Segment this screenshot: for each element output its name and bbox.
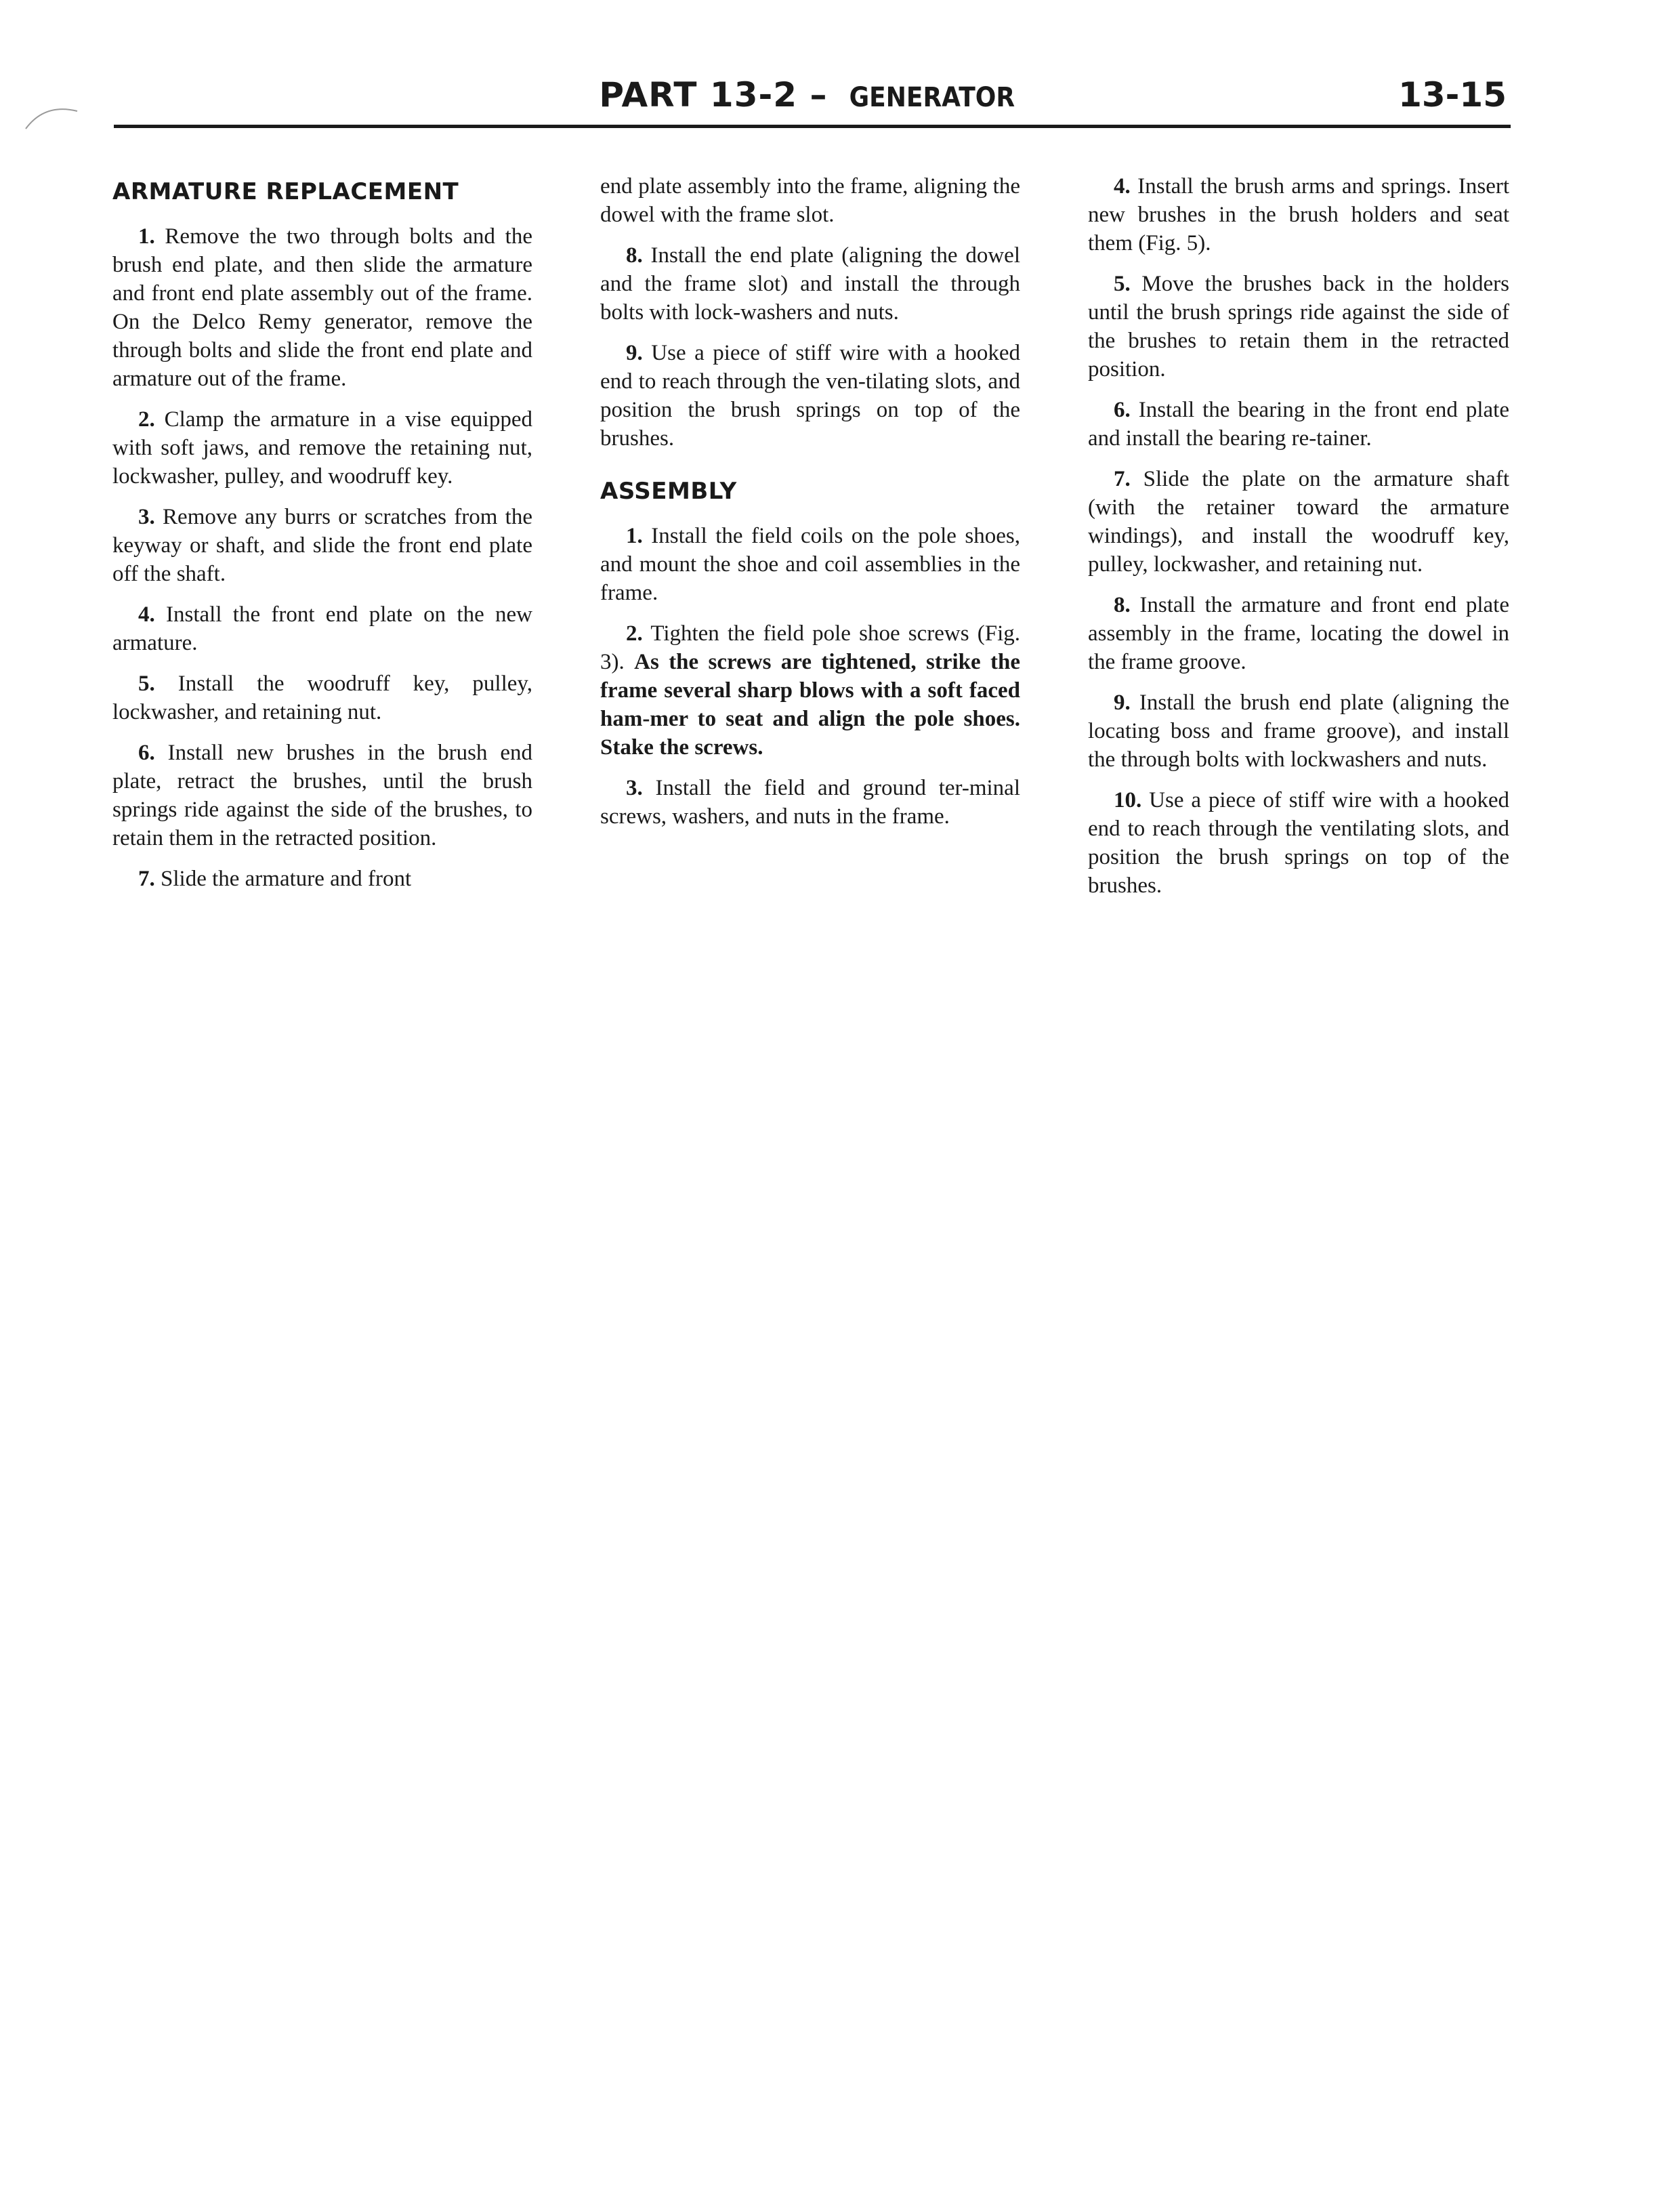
page-number: 13-15 (1398, 75, 1507, 115)
assembly-step-8: 8. Install the armature and front end plate assembly in the frame, locating the dowel in the frame groove. (1088, 593, 1510, 674)
column-2 (600, 172, 1020, 843)
section-heading-assembly: ASSEMBLY (600, 478, 737, 505)
armature-step-5: 5. Install the woodruff key, pulley, lockwasher, and retaining nut. (112, 672, 532, 724)
title-dash: – (797, 75, 840, 115)
armature-step-3: 3. Remove any burrs or scratches from the keyway or shaft, and slide the front end plate off the shaft. (112, 505, 533, 586)
assembly-step-6: 6. Install the bearing in the front end plate and install the bearing re-tainer. (1088, 398, 1509, 451)
armature-step-9: 9. Use a piece of stiff wire with a hooked end to reach through the ven-tilating slots, and position the brush springs on top of the brushes. (600, 341, 1021, 451)
armature-step-2: 2. Clamp the armature in a vise equipped with soft jaws, and remove the retaining nut, lockwasher, pulley, and woodruff key. (112, 407, 532, 489)
armature-step-7-continued: end plate assembly into the frame, aligning the dowel with the frame slot. (600, 174, 1020, 227)
column-1 (112, 172, 532, 905)
armature-step-1: 1. Remove the two through bolts and the brush end plate, and then slide the armature and front end plate assembly out of the frame. On the Delco Remy generator, remove the through bolts and slide the front end plate and armature out of the frame. (112, 224, 533, 391)
chapter-subtitle: GENERATOR (849, 82, 1015, 113)
assembly-step-2-warning: As the screws are tightened, strike the frame several sharp blows with a soft faced ham-mer to seat and align the pole shoes. Stake the screws. (600, 650, 1021, 760)
armature-step-7: 7. Slide the armature and front (138, 867, 412, 891)
assembly-step-10: 10. Use a piece of stiff wire with a hooked end to reach through the ventilating slots, and position the brush springs on top of the brushes. (1088, 788, 1509, 898)
assembly-step-5: 5. Move the brushes back in the holders until the brush springs ride against the side of the brushes to retain them in the retracted position. (1088, 272, 1509, 381)
armature-step-8: 8. Install the end plate (aligning the dowel and the frame slot) and install the through bolts with lock-washers and nuts. (600, 243, 1020, 325)
page-corner-mark (24, 102, 79, 142)
column-3 (1088, 172, 1509, 912)
assembly-step-3: 3. Install the field and ground ter-minal screws, washers, and nuts in the frame. (600, 776, 1020, 829)
part-label: PART 13-2 (599, 75, 798, 115)
assembly-step-2: 2. Tighten the field pole shoe screws (Fig. 3). As the screws are tightened, strike the frame several sharp blows with a soft faced ham-mer to seat and align the pole shoes. Stake the screws. (600, 621, 1021, 760)
running-title (114, 73, 1509, 119)
assembly-step-4: 4. Install the brush arms and springs. Insert new brushes in the brush holders and seat them (Fig. 5). (1088, 174, 1510, 255)
assembly-step-9: 9. Install the brush end plate (aligning the locating boss and frame groove), and install the through bolts with lockwashers and nuts. (1088, 690, 1509, 772)
page-header (114, 73, 1509, 127)
header-rule (114, 125, 1511, 128)
section-heading-armature-replacement: ARMATURE REPLACEMENT (112, 178, 459, 205)
assembly-step-7: 7. Slide the plate on the armature shaft (with the retainer toward the armature windings), and install the woodruff key, pulley, lockwasher, and retaining nut. (1088, 467, 1509, 577)
armature-step-4: 4. Install the front end plate on the new armature. (112, 602, 532, 655)
armature-step-6: 6. Install new brushes in the brush end plate, retract the brushes, until the brush springs ride against the side of the brushes, to retain them in the retracted position. (112, 741, 532, 850)
assembly-step-1: 1. Install the field coils on the pole shoes, and mount the shoe and coil assemblies in the frame. (600, 524, 1021, 605)
